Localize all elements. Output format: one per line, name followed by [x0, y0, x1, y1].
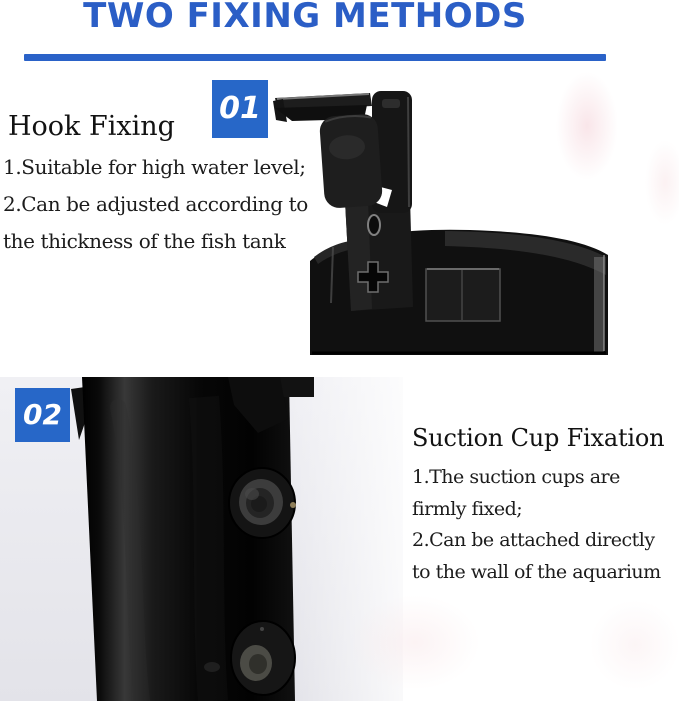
text-line: 2.Can be attached directly [412, 529, 655, 551]
text-line: to the wall of the aquarium [412, 560, 661, 583]
section2-heading: Suction Cup Fixation [412, 424, 665, 452]
photo-tint-smudge [645, 140, 679, 225]
photo-tint-smudge [590, 600, 679, 690]
section2-description [412, 462, 661, 588]
text-line: 1.Suitable for high water level; [3, 155, 306, 179]
text-line: the thickness of the fish tank [3, 229, 286, 253]
step-badge-01: 01 [212, 80, 268, 138]
suction-cup-upper [229, 468, 296, 538]
section1-description [3, 149, 308, 260]
text-line: firmly fixed; [412, 497, 523, 520]
text-line: 2.Can be adjusted according to [3, 192, 308, 216]
section1-heading: Hook Fixing [8, 111, 175, 142]
title-underline [24, 54, 606, 61]
page-title: TWO FIXING METHODS [83, 0, 527, 36]
text-line: 1.The suction cups are [412, 466, 620, 488]
hook-fixing-photo [270, 85, 610, 357]
step-badge-02: 02 [15, 388, 70, 442]
suction-cup-lower [231, 621, 295, 695]
